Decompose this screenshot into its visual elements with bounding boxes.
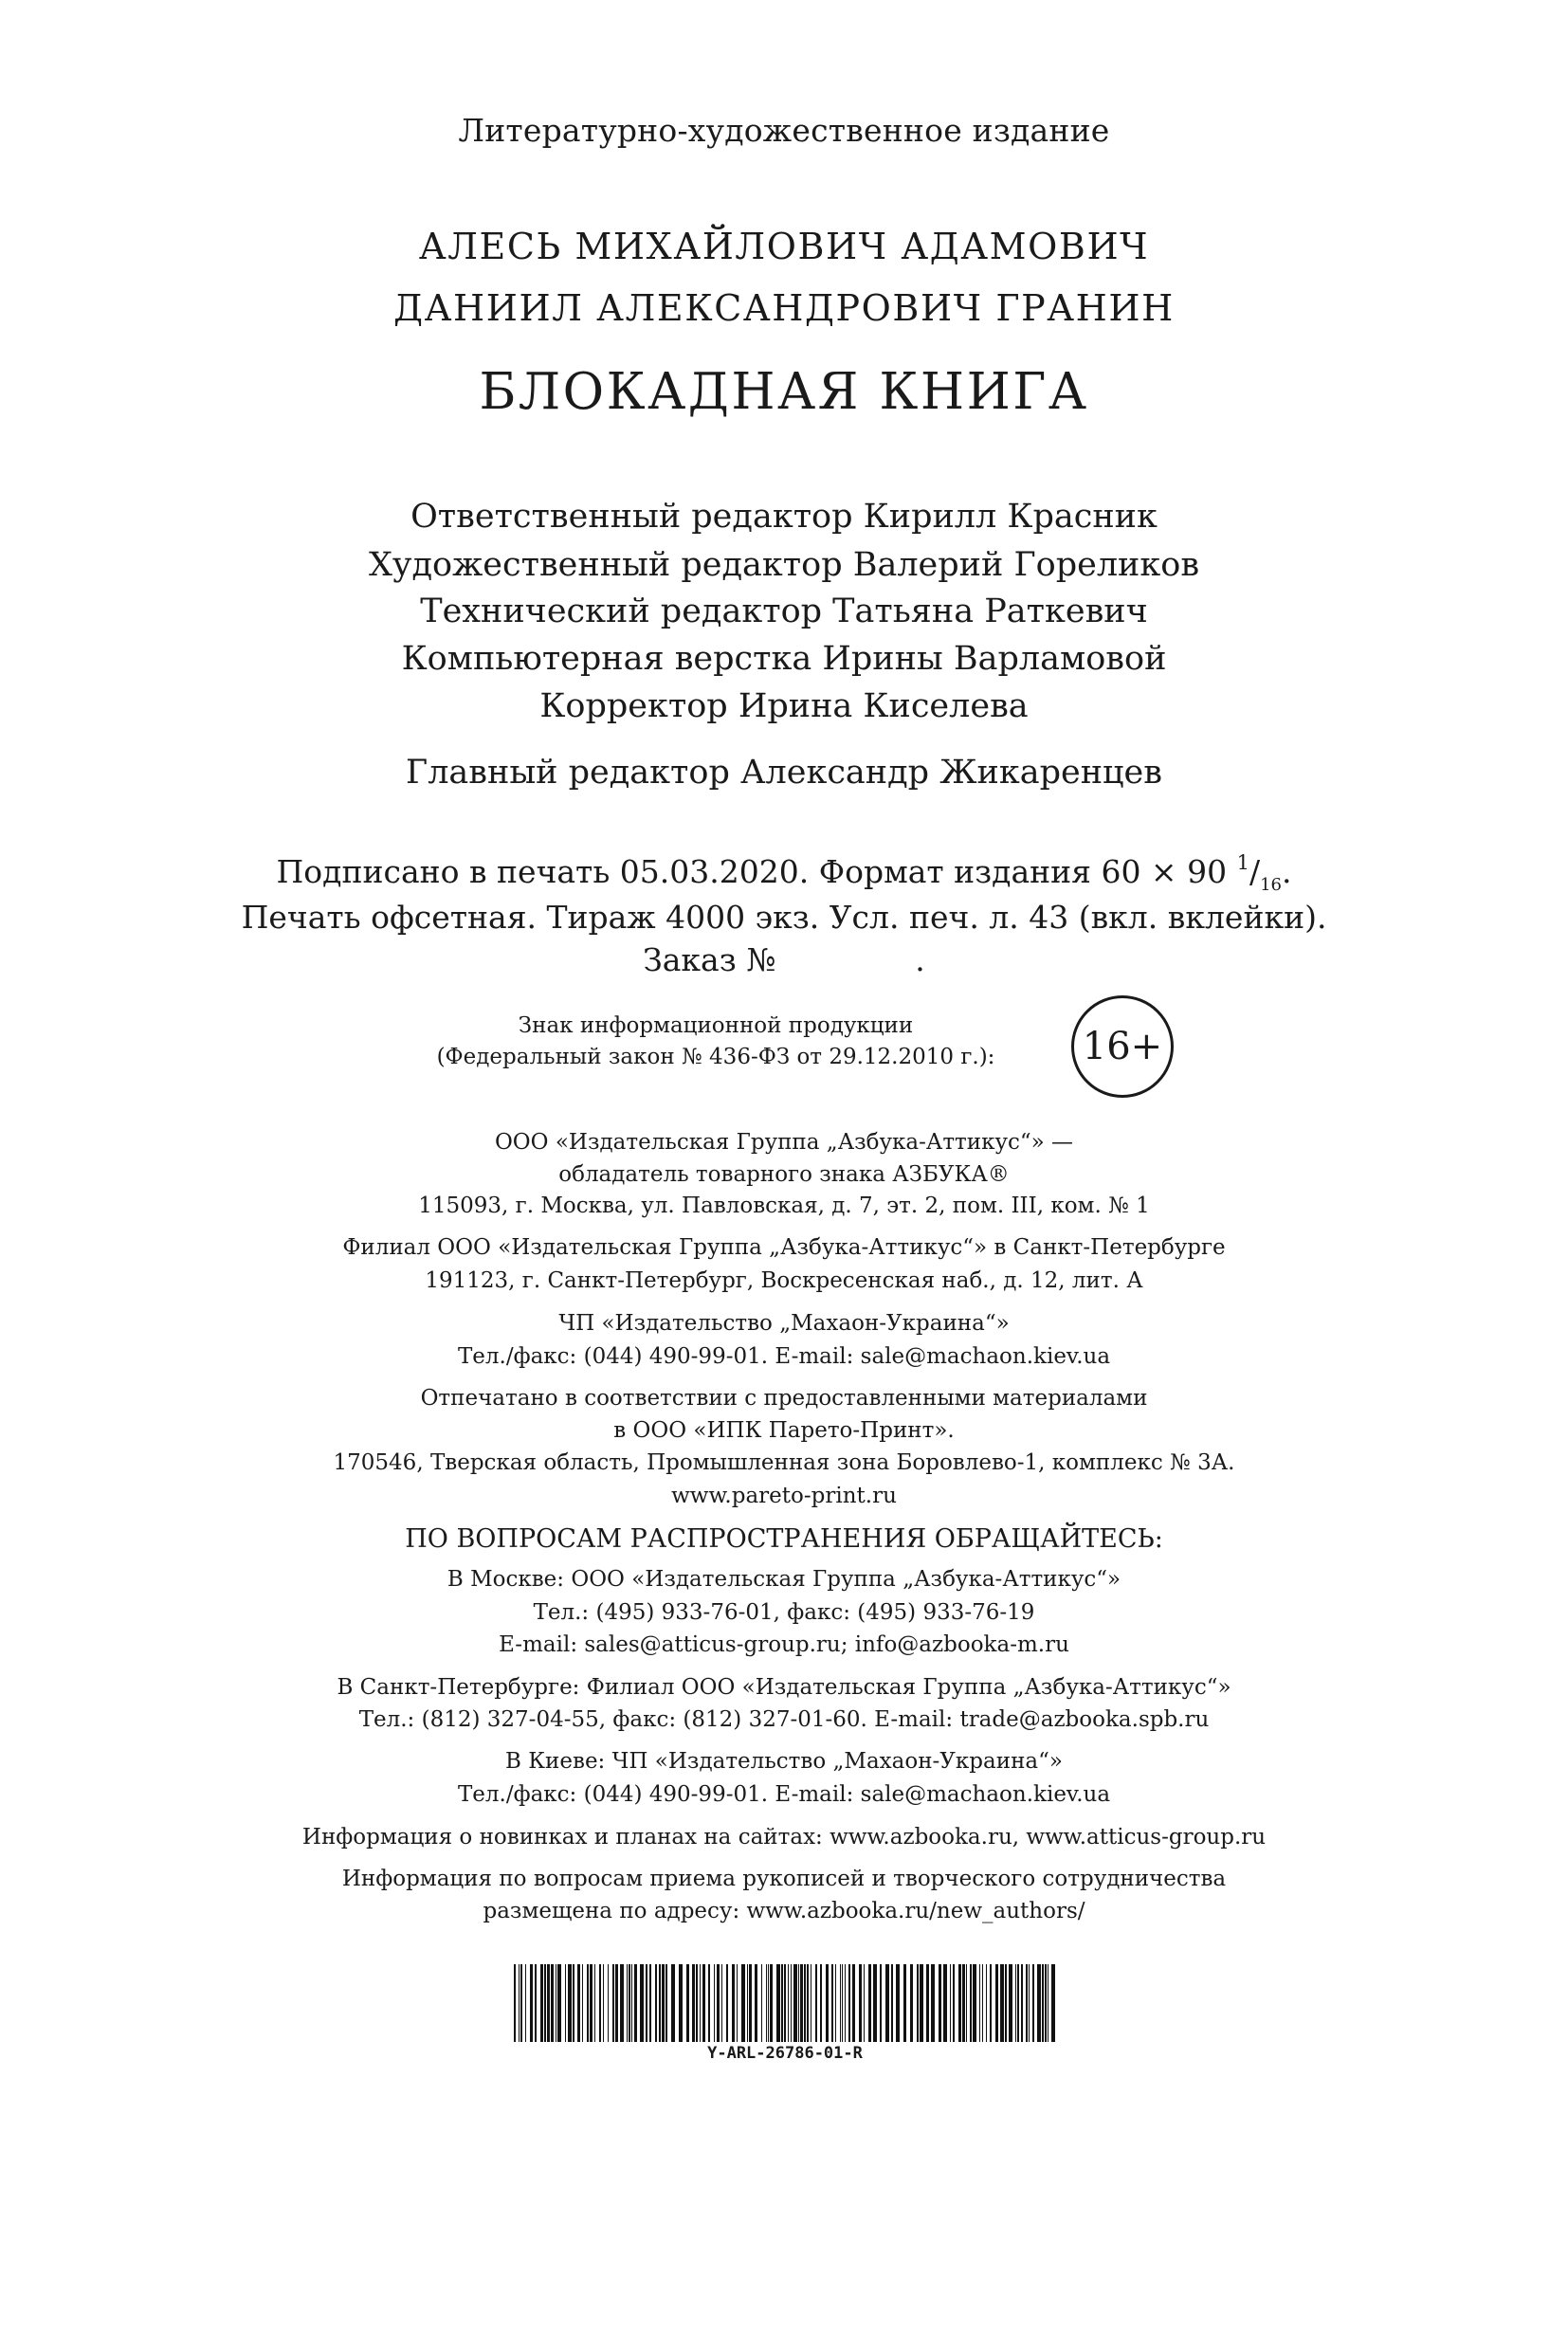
barcode-bar bbox=[1029, 1964, 1030, 2042]
barcode-bar bbox=[885, 1964, 889, 2042]
barcode-bar bbox=[973, 1964, 976, 2042]
barcode bbox=[512, 1964, 1058, 2042]
barcode-bar bbox=[629, 1964, 630, 2042]
distribution-line: Тел.: (812) 327-04-55, факс: (812) 327-01-60. E-mail: trade@azbooka.spb.ru bbox=[358, 1707, 1210, 1732]
barcode-bar bbox=[1032, 1964, 1034, 2042]
barcode-bar bbox=[612, 1964, 614, 2042]
barcode-bar bbox=[587, 1964, 589, 2042]
barcode-bar bbox=[1045, 1964, 1047, 2042]
barcode-bar bbox=[530, 1964, 533, 2042]
barcode-bar bbox=[1005, 1964, 1007, 2042]
barcode-bar bbox=[953, 1964, 955, 2042]
print-signed-line bbox=[0, 851, 1568, 895]
barcode-bar bbox=[599, 1964, 601, 2042]
barcode-bar bbox=[815, 1964, 817, 2042]
staff-technical-editor: Технический редактор Татьяна Раткевич bbox=[420, 592, 1148, 630]
barcode-bar bbox=[594, 1964, 595, 2042]
barcode-bar bbox=[535, 1964, 537, 2042]
publisher-line: ООО «Издательская Группа „Азбука-Аттикус“» — bbox=[494, 1130, 1074, 1155]
barcode-bar bbox=[1026, 1964, 1028, 2042]
barcode-bar bbox=[1021, 1964, 1023, 2042]
barcode-bar bbox=[859, 1964, 862, 2042]
barcode-bar bbox=[519, 1964, 520, 2042]
barcode-bar bbox=[931, 1964, 935, 2042]
printer-line: Отпечатано в соответствии с предоставленными материалами bbox=[420, 1386, 1148, 1411]
format-suffix: . bbox=[1281, 853, 1292, 890]
distribution-heading: ПО ВОПРОСАМ РАСПРОСТРАНЕНИЯ ОБРАЩАЙТЕСЬ: bbox=[405, 1524, 1163, 1554]
barcode-bar bbox=[791, 1964, 792, 2042]
chief-editor: Главный редактор Александр Жикаренцев bbox=[406, 754, 1162, 792]
barcode-bar bbox=[910, 1964, 913, 2042]
barcode-bar bbox=[880, 1964, 882, 2042]
format-numerator: 1 bbox=[1236, 851, 1249, 874]
barcode-bar bbox=[634, 1964, 637, 2042]
age-rating-badge: 16+ bbox=[1071, 995, 1174, 1098]
barcode-bar bbox=[761, 1964, 762, 2042]
book-title: БЛОКАДНАЯ КНИГА bbox=[479, 363, 1089, 421]
distribution-line: Тел./факс: (044) 490-99-01. E-mail: sale@machaon.kiev.ua bbox=[457, 1782, 1111, 1807]
printer-address: 170546, Тверская область, Промышленная зона Боровлево-1, комплекс № 3А. bbox=[333, 1450, 1235, 1475]
barcode-bar bbox=[721, 1964, 722, 2042]
barcode-bar bbox=[842, 1964, 843, 2042]
publisher-contact: Тел./факс: (044) 490-99-01. E-mail: sale@machaon.kiev.ua bbox=[457, 1344, 1111, 1369]
barcode-bar bbox=[831, 1964, 833, 2042]
distribution-line: В Санкт-Петербурге: Филиал ООО «Издательская Группа „Азбука-Аттикус“» bbox=[337, 1675, 1231, 1700]
barcode-bar bbox=[603, 1964, 604, 2042]
barcode-bar bbox=[962, 1964, 965, 2042]
author-granin: ДАНИИЛ АЛЕКСАНДРОВИЧ ГРАНИН bbox=[393, 287, 1175, 329]
barcode-bar bbox=[800, 1964, 803, 2042]
barcode-bar bbox=[990, 1964, 992, 2042]
barcode-bar bbox=[525, 1964, 526, 2042]
barcode-bar bbox=[926, 1964, 929, 2042]
barcode-bar bbox=[784, 1964, 786, 2042]
barcode-bar bbox=[807, 1964, 809, 2042]
barcode-bar bbox=[896, 1964, 900, 2042]
barcode-bar bbox=[514, 1964, 516, 2042]
barcode-bar bbox=[793, 1964, 797, 2042]
barcode-bar bbox=[696, 1964, 698, 2042]
age-rating-label bbox=[365, 1011, 1067, 1073]
barcode-bar bbox=[768, 1964, 769, 2042]
barcode-bar bbox=[848, 1964, 850, 2042]
barcode-bar bbox=[665, 1964, 667, 2042]
author-adamovich: АЛЕСЬ МИХАЙЛОВИЧ АДАМОВИЧ bbox=[418, 226, 1150, 267]
barcode-bar bbox=[1051, 1964, 1055, 2042]
barcode-bar bbox=[568, 1964, 572, 2042]
publisher-address: 191123, г. Санкт-Петербург, Воскресенская наб., д. 12, лит. А bbox=[425, 1268, 1143, 1293]
publisher-line: обладатель товарного знака АЗБУКА® bbox=[558, 1162, 1010, 1187]
barcode-bar bbox=[679, 1964, 683, 2042]
barcode-bar bbox=[662, 1964, 665, 2042]
barcode-bar bbox=[646, 1964, 647, 2042]
barcode-bar bbox=[1037, 1964, 1041, 2042]
barcode-bar bbox=[835, 1964, 836, 2042]
barcode-number: Y-ARL-26786-01-R bbox=[707, 2044, 863, 2063]
barcode-bar bbox=[1009, 1964, 1012, 2042]
barcode-bar bbox=[747, 1964, 748, 2042]
barcode-bar bbox=[891, 1964, 893, 2042]
barcode-bar bbox=[943, 1964, 947, 2042]
barcode-bar bbox=[565, 1964, 566, 2042]
printer-website: www.pareto-print.ru bbox=[671, 1484, 897, 1508]
barcode-bar bbox=[781, 1964, 783, 2042]
barcode-bar bbox=[551, 1964, 554, 2042]
barcode-bar bbox=[726, 1964, 728, 2042]
barcode-bar bbox=[692, 1964, 695, 2042]
info-line: размещена по адресу: www.azbooka.ru/new_authors/ bbox=[483, 1899, 1085, 1923]
barcode-bar bbox=[702, 1964, 705, 2042]
barcode-bar bbox=[708, 1964, 710, 2042]
distribution-line: Тел.: (495) 933-76-01, факс: (495) 933-76-19 bbox=[533, 1600, 1035, 1625]
order-number-line: Заказ № . bbox=[643, 941, 925, 978]
barcode-bar bbox=[671, 1964, 675, 2042]
barcode-bar bbox=[577, 1964, 580, 2042]
distribution-line: В Москве: ООО «Издательская Группа „Азбука-Аттикус“» bbox=[447, 1567, 1121, 1592]
barcode-bar bbox=[986, 1964, 987, 2042]
barcode-bar bbox=[788, 1964, 789, 2042]
barcode-bar bbox=[820, 1964, 822, 2042]
print-signed-text: Подписано в печать 05.03.2020. Формат издания 60 × 90 bbox=[276, 853, 1237, 890]
barcode-bar bbox=[873, 1964, 877, 2042]
barcode-bar bbox=[557, 1964, 561, 2042]
barcode-bar bbox=[686, 1964, 689, 2042]
barcode-bar bbox=[582, 1964, 583, 2042]
barcode-bar bbox=[776, 1964, 780, 2042]
barcode-bar bbox=[547, 1964, 550, 2042]
barcode-bar bbox=[620, 1964, 624, 2042]
barcode-bar bbox=[590, 1964, 593, 2042]
info-line: Информация о новинках и планах на сайтах: www.azbooka.ru, www.atticus-group.ru bbox=[301, 1825, 1267, 1850]
barcode-bar bbox=[1015, 1964, 1016, 2042]
distribution-line: В Киеве: ЧП «Издательство „Махаон-Украина“» bbox=[505, 1749, 1063, 1774]
barcode-bar bbox=[1017, 1964, 1019, 2042]
edition-genre: Литературно-художественное издание bbox=[458, 112, 1110, 149]
barcode-bar bbox=[804, 1964, 806, 2042]
barcode-bar bbox=[714, 1964, 715, 2042]
barcode-bar bbox=[627, 1964, 628, 2042]
barcode-bar bbox=[573, 1964, 574, 2042]
distribution-line: E-mail: sales@atticus-group.ru; info@azbooka-m.ru bbox=[499, 1632, 1069, 1657]
barcode-bar bbox=[1000, 1964, 1004, 2042]
barcode-bar bbox=[717, 1964, 720, 2042]
barcode-bar bbox=[939, 1964, 941, 2042]
publisher-line: ЧП «Издательство „Махаон-Украина“» bbox=[558, 1311, 1010, 1336]
barcode-bar bbox=[970, 1964, 972, 2042]
barcode-bar bbox=[540, 1964, 543, 2042]
barcode-bar bbox=[798, 1964, 799, 2042]
age-rating-line-1: Знак информационной продукции bbox=[518, 1013, 914, 1038]
printer-line: в ООО «ИПК Парето-Принт». bbox=[613, 1418, 955, 1443]
barcode-bar bbox=[544, 1964, 546, 2042]
barcode-bar bbox=[840, 1964, 841, 2042]
barcode-bar bbox=[995, 1964, 998, 2042]
barcode-bar bbox=[659, 1964, 661, 2042]
publisher-address: 115093, г. Москва, ул. Павловская, д. 7, эт. 2, пом. III, ком. № 1 bbox=[418, 1194, 1150, 1218]
barcode-bar bbox=[903, 1964, 906, 2042]
barcode-bar bbox=[950, 1964, 951, 2042]
barcode-bar bbox=[958, 1964, 961, 2042]
barcode-bar bbox=[966, 1964, 967, 2042]
barcode-bar bbox=[649, 1964, 651, 2042]
barcode-bar bbox=[700, 1964, 701, 2042]
barcode-bar bbox=[737, 1964, 738, 2042]
barcode-bar bbox=[755, 1964, 757, 2042]
barcode-bar bbox=[631, 1964, 632, 2042]
barcode-bar bbox=[640, 1964, 644, 2042]
publisher-line: Филиал ООО «Издательская Группа „Азбука-Аттикус“» в Санкт-Петербурге bbox=[342, 1235, 1226, 1260]
staff-proofreader: Корректор Ирина Киселева bbox=[539, 687, 1029, 725]
barcode-bar bbox=[766, 1964, 767, 2042]
barcode-bar bbox=[655, 1964, 657, 2042]
format-denominator: 16 bbox=[1260, 875, 1282, 895]
barcode-bar bbox=[979, 1964, 980, 2042]
barcode-bar bbox=[826, 1964, 829, 2042]
barcode-bar bbox=[852, 1964, 855, 2042]
barcode-bar bbox=[917, 1964, 919, 2042]
age-rating-block bbox=[365, 995, 1190, 1100]
barcode-bar bbox=[920, 1964, 923, 2042]
barcode-bar bbox=[615, 1964, 618, 2042]
barcode-bar bbox=[749, 1964, 752, 2042]
print-details-line: Печать офсетная. Тираж 4000 экз. Усл. печ. л. 43 (вкл. вклейки). bbox=[241, 899, 1327, 936]
staff-layout: Компьютерная верстка Ирины Варламовой bbox=[401, 640, 1167, 678]
staff-art-editor: Художественный редактор Валерий Гореликов bbox=[368, 546, 1200, 584]
barcode-bar bbox=[868, 1964, 871, 2042]
barcode-bar bbox=[982, 1964, 983, 2042]
barcode-bar bbox=[845, 1964, 846, 2042]
barcode-bar bbox=[732, 1964, 735, 2042]
barcode-bar bbox=[770, 1964, 773, 2042]
info-line: Информация по вопросам приема рукописей и творческого сотрудничества bbox=[341, 1867, 1227, 1891]
barcode-bar bbox=[741, 1964, 745, 2042]
staff-editor-in-charge: Ответственный редактор Кирилл Красник bbox=[410, 498, 1158, 536]
format-separator: / bbox=[1249, 853, 1261, 890]
barcode-bar bbox=[608, 1964, 609, 2042]
age-rating-line-2: (Федеральный закон № 436-ФЗ от 29.12.2010 г.): bbox=[436, 1045, 995, 1069]
barcode-bar bbox=[864, 1964, 865, 2042]
barcode-bar bbox=[520, 1964, 522, 2042]
barcode-bar bbox=[1042, 1964, 1044, 2042]
